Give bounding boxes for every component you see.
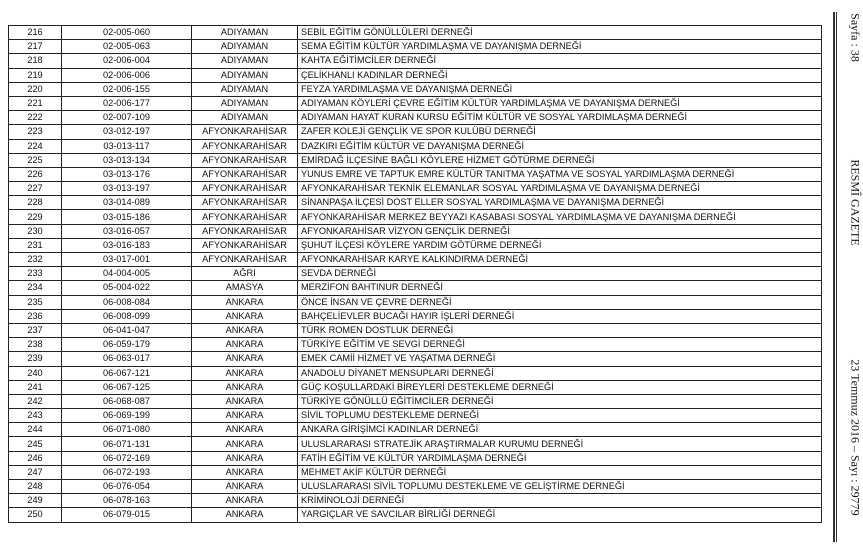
table-row xyxy=(9,480,822,494)
row-number: 232 xyxy=(9,253,62,267)
registry-number: 06-072-193 xyxy=(62,465,192,479)
table-row xyxy=(9,182,822,196)
table-row xyxy=(9,125,822,139)
province: ADIYAMAN xyxy=(192,54,298,68)
row-number: 228 xyxy=(9,196,62,210)
table-row xyxy=(9,380,822,394)
registry-number: 06-067-125 xyxy=(62,380,192,394)
row-number: 221 xyxy=(9,96,62,110)
association-name: SİNANPAŞA İLÇESİ DOST ELLER SOSYAL YARDIMLAŞMA VE DAYANIŞMA DERNEĞİ xyxy=(298,196,822,210)
province: ANKARA xyxy=(192,480,298,494)
row-number: 231 xyxy=(9,238,62,252)
registry-number: 03-016-183 xyxy=(62,238,192,252)
association-name: ANKARA GİRİŞİMCİ KADINLAR DERNEĞİ xyxy=(298,423,822,437)
row-number: 235 xyxy=(9,295,62,309)
row-number: 220 xyxy=(9,82,62,96)
table-body xyxy=(9,26,822,523)
province: AFYONKARAHİSAR xyxy=(192,182,298,196)
association-name: BAHÇELİEVLER BUCAĞI HAYIR İŞLERİ DERNEĞİ xyxy=(298,309,822,323)
province: ANKARA xyxy=(192,295,298,309)
row-number: 217 xyxy=(9,40,62,54)
table-row xyxy=(9,238,822,252)
province: ADIYAMAN xyxy=(192,96,298,110)
association-name: EMEK CAMİİ HİZMET VE YAŞATMA DERNEĞİ xyxy=(298,352,822,366)
association-name: KAHTA EĞİTİMCİLER DERNEĞİ xyxy=(298,54,822,68)
table-row xyxy=(9,26,822,40)
association-name: SİVİL TOPLUMU DESTEKLEME DERNEĞİ xyxy=(298,409,822,423)
association-name: ANADOLU DİYANET MENSUPLARI DERNEĞİ xyxy=(298,366,822,380)
province: AFYONKARAHİSAR xyxy=(192,167,298,181)
registry-number: 03-013-117 xyxy=(62,139,192,153)
association-name: SEMA EĞİTİM KÜLTÜR YARDIMLAŞMA VE DAYANIŞMA DERNEĞİ xyxy=(298,40,822,54)
running-header xyxy=(848,0,862,555)
registry-number: 03-014-089 xyxy=(62,196,192,210)
association-name: ULUSLARARASI STRATEJİK ARAŞTIRMALAR KURUMU DERNEĞİ xyxy=(298,437,822,451)
association-name: ÖNCE İNSAN VE ÇEVRE DERNEĞİ xyxy=(298,295,822,309)
table-row xyxy=(9,437,822,451)
registry-number: 06-079-015 xyxy=(62,508,192,522)
province: ADIYAMAN xyxy=(192,111,298,125)
association-name: DAZKIRI EĞİTİM KÜLTÜR VE DAYANIŞMA DERNEĞİ xyxy=(298,139,822,153)
province: ADIYAMAN xyxy=(192,26,298,40)
registry-number: 06-069-199 xyxy=(62,409,192,423)
association-name: TÜRKİYE EĞİTİM VE SEVGİ DERNEĞİ xyxy=(298,338,822,352)
registry-number: 03-013-134 xyxy=(62,153,192,167)
province: AFYONKARAHİSAR xyxy=(192,125,298,139)
province: ANKARA xyxy=(192,380,298,394)
table-row xyxy=(9,366,822,380)
table-row xyxy=(9,253,822,267)
row-number: 234 xyxy=(9,281,62,295)
row-number: 239 xyxy=(9,352,62,366)
association-name: YUNUS EMRE VE TAPTUK EMRE KÜLTÜR TANITMA YAŞATMA VE SOSYAL YARDIMLAŞMA DERNEĞİ xyxy=(298,167,822,181)
row-number: 248 xyxy=(9,480,62,494)
row-number: 244 xyxy=(9,423,62,437)
table-row xyxy=(9,54,822,68)
registry-number: 06-008-084 xyxy=(62,295,192,309)
association-name: ADIYAMAN KÖYLERİ ÇEVRE EĞİTİM KÜLTÜR YARDIMLAŞMA VE DAYANIŞMA DERNEĞİ xyxy=(298,96,822,110)
association-name: KRİMİNOLOJİ DERNEĞİ xyxy=(298,494,822,508)
row-number: 250 xyxy=(9,508,62,522)
registry-number: 03-016-057 xyxy=(62,224,192,238)
province: ANKARA xyxy=(192,394,298,408)
row-number: 249 xyxy=(9,494,62,508)
association-name: FEYZA YARDIMLAŞMA VE DAYANIŞMA DERNEĞİ xyxy=(298,82,822,96)
association-name: EMİRDAĞ İLÇESİNE BAĞLI KÖYLERE HİZMET GÖTÜRME DERNEĞİ xyxy=(298,153,822,167)
registry-number: 06-008-099 xyxy=(62,309,192,323)
table-row xyxy=(9,508,822,522)
registry-number: 04-004-005 xyxy=(62,267,192,281)
association-name: FATİH EĞİTİM VE KÜLTÜR YARDIMLAŞMA DERNEĞİ xyxy=(298,451,822,465)
registry-number: 03-013-197 xyxy=(62,182,192,196)
row-number: 222 xyxy=(9,111,62,125)
row-number: 245 xyxy=(9,437,62,451)
registry-number: 06-068-087 xyxy=(62,394,192,408)
registry-number: 06-071-080 xyxy=(62,423,192,437)
table-row xyxy=(9,82,822,96)
province: AFYONKARAHİSAR xyxy=(192,210,298,224)
table-row xyxy=(9,465,822,479)
association-name: YARGIÇLAR VE SAVCILAR BİRLİĞİ DERNEĞİ xyxy=(298,508,822,522)
table-row xyxy=(9,153,822,167)
registry-number: 03-013-176 xyxy=(62,167,192,181)
row-number: 241 xyxy=(9,380,62,394)
province: ANKARA xyxy=(192,508,298,522)
row-number: 225 xyxy=(9,153,62,167)
province: ADIYAMAN xyxy=(192,40,298,54)
registry-number: 02-006-155 xyxy=(62,82,192,96)
province: ANKARA xyxy=(192,451,298,465)
province: AMASYA xyxy=(192,281,298,295)
association-name: ÇELİKHANLI KADINLAR DERNEĞİ xyxy=(298,68,822,82)
association-name: GÜÇ KOŞULLARDAKİ BİREYLERİ DESTEKLEME DERNEĞİ xyxy=(298,380,822,394)
province: ANKARA xyxy=(192,494,298,508)
province: AFYONKARAHİSAR xyxy=(192,139,298,153)
row-number: 224 xyxy=(9,139,62,153)
registry-number: 06-067-121 xyxy=(62,366,192,380)
row-number: 216 xyxy=(9,26,62,40)
table-row xyxy=(9,111,822,125)
table-row xyxy=(9,196,822,210)
association-name: ZAFER KOLEJİ GENÇLİK VE SPOR KULÜBÜ DERNEĞİ xyxy=(298,125,822,139)
table-row xyxy=(9,352,822,366)
registry-number: 02-006-004 xyxy=(62,54,192,68)
associations-table xyxy=(8,25,822,523)
registry-number: 02-006-006 xyxy=(62,68,192,82)
registry-number: 03-015-186 xyxy=(62,210,192,224)
table-row xyxy=(9,224,822,238)
association-name: TÜRKİYE GÖNÜLLÜ EĞİTİMCİLER DERNEĞİ xyxy=(298,394,822,408)
table-row xyxy=(9,323,822,337)
row-number: 229 xyxy=(9,210,62,224)
province: ANKARA xyxy=(192,309,298,323)
table-row xyxy=(9,451,822,465)
table-row xyxy=(9,338,822,352)
association-name: AFYONKARAHİSAR KARYE KALKINDIRMA DERNEĞİ xyxy=(298,253,822,267)
registry-number: 02-006-177 xyxy=(62,96,192,110)
table-row xyxy=(9,494,822,508)
table-row xyxy=(9,267,822,281)
registry-number: 03-017-001 xyxy=(62,253,192,267)
registry-number: 02-005-060 xyxy=(62,26,192,40)
row-number: 230 xyxy=(9,224,62,238)
province: AFYONKARAHİSAR xyxy=(192,224,298,238)
registry-number: 06-041-047 xyxy=(62,323,192,337)
province: ANKARA xyxy=(192,437,298,451)
header-rule xyxy=(833,12,837,542)
association-name: MERZİFON BAHTINUR DERNEĞİ xyxy=(298,281,822,295)
table-row xyxy=(9,167,822,181)
province: AĞRI xyxy=(192,267,298,281)
row-number: 233 xyxy=(9,267,62,281)
row-number: 240 xyxy=(9,366,62,380)
table-row xyxy=(9,40,822,54)
province: ANKARA xyxy=(192,323,298,337)
association-name: SEVDA DERNEĞİ xyxy=(298,267,822,281)
table-row xyxy=(9,295,822,309)
registry-number: 06-059-179 xyxy=(62,338,192,352)
table-row xyxy=(9,96,822,110)
registry-number: 06-071-131 xyxy=(62,437,192,451)
row-number: 226 xyxy=(9,167,62,181)
page-number: Sayfa : 38 xyxy=(848,13,863,62)
row-number: 243 xyxy=(9,409,62,423)
gazette-title: RESMÎ GAZETE xyxy=(848,159,863,246)
association-name: ADIYAMAN HAYAT KURAN KURSU EĞİTİM KÜLTÜR VE SOSYAL YARDIMLAŞMA DERNEĞİ xyxy=(298,111,822,125)
association-name: AFYONKARAHİSAR VİZYON GENÇLİK DERNEĞİ xyxy=(298,224,822,238)
province: ANKARA xyxy=(192,338,298,352)
registry-number: 06-078-163 xyxy=(62,494,192,508)
row-number: 246 xyxy=(9,451,62,465)
date-issue: 23 Temmuz 2016 – Sayı : 29779 xyxy=(848,359,863,516)
registry-number: 06-072-169 xyxy=(62,451,192,465)
association-name: AFYONKARAHİSAR MERKEZ BEYYAZI KASABASI SOSYAL YARDIMLAŞMA VE DAYANIŞMA DERNEĞİ xyxy=(298,210,822,224)
province: ADIYAMAN xyxy=(192,82,298,96)
table-row xyxy=(9,423,822,437)
row-number: 218 xyxy=(9,54,62,68)
province: ANKARA xyxy=(192,409,298,423)
row-number: 238 xyxy=(9,338,62,352)
table-row xyxy=(9,394,822,408)
association-name: TÜRK ROMEN DOSTLUK DERNEĞİ xyxy=(298,323,822,337)
registry-number: 05-004-022 xyxy=(62,281,192,295)
registry-number: 06-063-017 xyxy=(62,352,192,366)
row-number: 242 xyxy=(9,394,62,408)
province: ANKARA xyxy=(192,423,298,437)
row-number: 236 xyxy=(9,309,62,323)
association-name: ULUSLARARASI SİVİL TOPLUMU DESTEKLEME VE GELİŞTİRME DERNEĞİ xyxy=(298,480,822,494)
association-name: ŞUHUT İLÇESİ KÖYLERE YARDIM GÖTÜRME DERNEĞİ xyxy=(298,238,822,252)
province: ANKARA xyxy=(192,366,298,380)
table-row xyxy=(9,281,822,295)
table-row xyxy=(9,210,822,224)
association-name: AFYONKARAHİSAR TEKNİK ELEMANLAR SOSYAL YARDIMLAŞMA VE DAYANIŞMA DERNEĞİ xyxy=(298,182,822,196)
row-number: 227 xyxy=(9,182,62,196)
table-row xyxy=(9,139,822,153)
registry-number: 03-012-197 xyxy=(62,125,192,139)
province: AFYONKARAHİSAR xyxy=(192,196,298,210)
registry-number: 06-076-054 xyxy=(62,480,192,494)
province: ANKARA xyxy=(192,465,298,479)
association-name: MEHMET AKİF KÜLTÜR DERNEĞİ xyxy=(298,465,822,479)
table-row xyxy=(9,309,822,323)
province: AFYONKARAHİSAR xyxy=(192,238,298,252)
table-row xyxy=(9,68,822,82)
table-row xyxy=(9,409,822,423)
province: AFYONKARAHİSAR xyxy=(192,253,298,267)
province: ANKARA xyxy=(192,352,298,366)
association-name: SEBİL EĞİTİM GÖNÜLLÜLERİ DERNEĞİ xyxy=(298,26,822,40)
row-number: 223 xyxy=(9,125,62,139)
row-number: 247 xyxy=(9,465,62,479)
province: ADIYAMAN xyxy=(192,68,298,82)
row-number: 219 xyxy=(9,68,62,82)
province: AFYONKARAHİSAR xyxy=(192,153,298,167)
row-number: 237 xyxy=(9,323,62,337)
registry-number: 02-007-109 xyxy=(62,111,192,125)
registry-number: 02-005-063 xyxy=(62,40,192,54)
